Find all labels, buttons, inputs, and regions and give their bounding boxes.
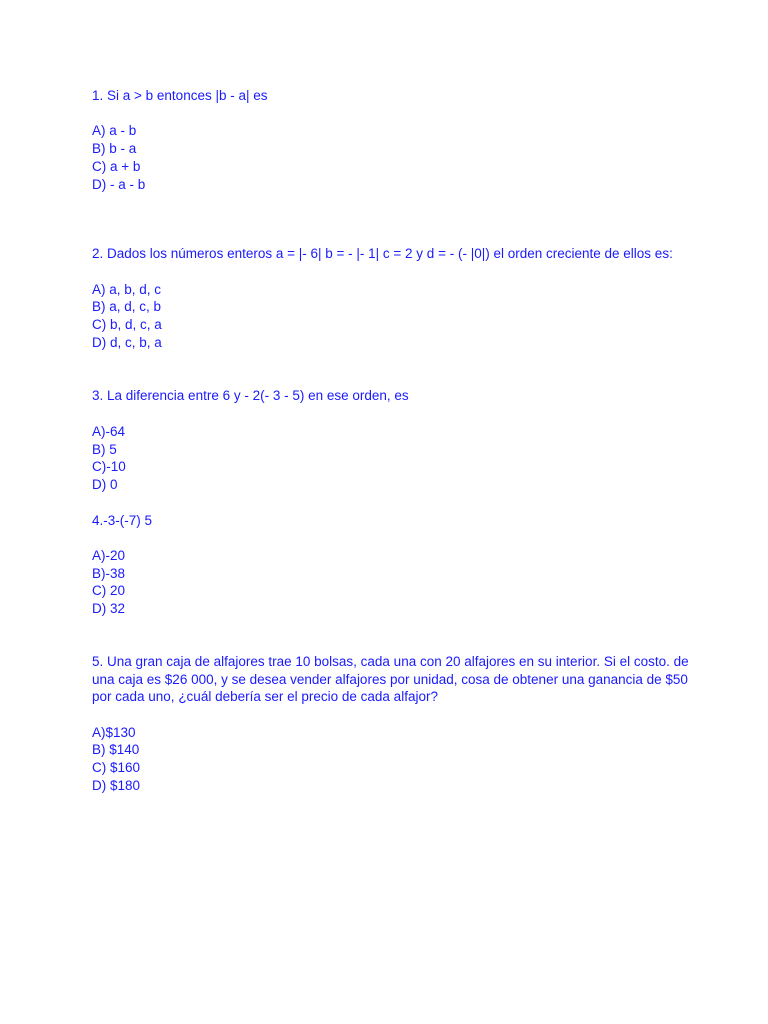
question-1-option-d: D) - a - b — [92, 176, 146, 192]
question-5-option-c: C) $160 — [92, 760, 141, 776]
question-2 — [92, 245, 692, 351]
question-1-option-b: B) b - a — [92, 141, 137, 157]
question-1-option-a: A) a - b — [92, 123, 137, 139]
document-page — [92, 87, 692, 794]
question-4-option-c: C) 20 — [92, 583, 126, 599]
question-3-option-c: C)-10 — [92, 459, 126, 475]
question-5 — [92, 653, 692, 795]
question-1-options — [92, 122, 692, 193]
question-2-options — [92, 281, 692, 352]
question-2-option-a: A) a, b, d, c — [92, 281, 162, 297]
question-1-stem: 1. Si a > b entonces |b - a| es — [92, 88, 268, 103]
question-4-options — [92, 547, 692, 618]
question-3-options — [92, 423, 692, 494]
question-3-option-b: B) 5 — [92, 441, 117, 457]
question-5-options — [92, 724, 692, 795]
question-3-option-a: A)-64 — [92, 423, 126, 439]
question-4 — [92, 512, 692, 618]
question-5-option-b: B) $140 — [92, 742, 140, 758]
question-2-option-d: D) d, c, b, a — [92, 334, 162, 350]
question-3-option-d: D) 0 — [92, 476, 118, 492]
question-4-option-d: D) 32 — [92, 601, 126, 617]
question-3 — [92, 387, 692, 493]
question-1-option-c: C) a + b — [92, 158, 141, 174]
question-3-stem: 3. La diferencia entre 6 y - 2(- 3 - 5) en ese orden, es — [92, 388, 409, 404]
question-2-stem: 2. Dados los números enteros a = |- 6| b = - |- 1| c = 2 y d = - (- |0|) el orden creciente de ellos es: — [92, 246, 673, 262]
question-4-stem: 4.-3-(-7) 5 — [92, 512, 153, 528]
question-1 — [92, 87, 692, 193]
question-2-option-b: B) a, d, c, b — [92, 299, 162, 315]
question-4-option-b: B)-38 — [92, 565, 126, 581]
question-5-option-a: A)$130 — [92, 724, 136, 740]
question-2-option-c: C) b, d, c, a — [92, 317, 162, 332]
question-4-option-a: A)-20 — [92, 548, 126, 563]
question-5-stem: 5. Una gran caja de alfajores trae 10 bolsas, cada una con 20 alfajores en su interior. Si el costo. de una caja es $26 000, y se desea vender alfajores por unidad, cosa de obtener una ganancia de $50 por cada uno, ¿cuál debería ser el precio de cada alfajor? — [92, 653, 689, 705]
question-5-option-d: D) $180 — [92, 777, 141, 793]
